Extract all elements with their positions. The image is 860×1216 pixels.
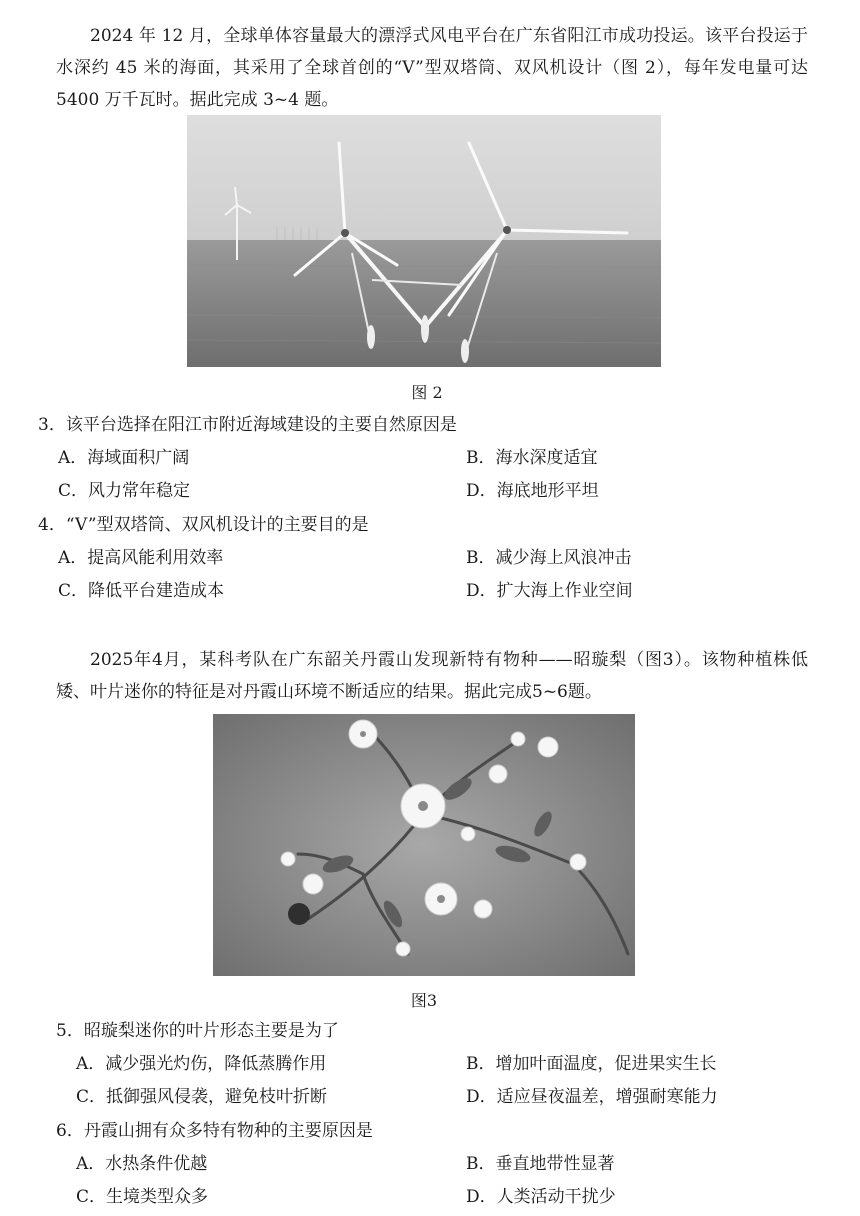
question-4-option-b: B．减少海上风浪冲击 [466, 548, 632, 568]
question-6-option-d: D．人类活动干扰少 [466, 1187, 616, 1207]
question-3-option-c: C．风力常年稳定 [58, 481, 191, 501]
passage-wind-platform-text: 2024 年 12 月，全球单体容量最大的漂浮式风电平台在广东省阳江市成功投运。该平台投运于水深约 45 米的海面，其采用了全球首创的“V”型双塔筒、双风机设计（图 2），每年发电量可达 5400 万千瓦时。据此完成 3~4 题。 [56, 26, 808, 110]
passage-new-species [56, 644, 808, 708]
question-3-option-a: A．海域面积广阔 [58, 448, 190, 468]
question-3-stem: 3．该平台选择在阳江市附近海域建设的主要自然原因是 [38, 415, 457, 435]
question-6-option-a: A．水热条件优越 [76, 1154, 208, 1174]
question-5-option-b: B．增加叶面温度，促进果实生长 [466, 1054, 717, 1074]
question-4-option-a: A．提高风能利用效率 [58, 548, 224, 568]
question-4-option-d: D．扩大海上作业空间 [466, 581, 633, 601]
question-3-option-d: D．海底地形平坦 [466, 481, 599, 501]
question-6-option-b: B．垂直地带性显著 [466, 1154, 615, 1174]
question-3-option-b: B．海水深度适宜 [466, 448, 598, 468]
figure-2-wind-platform-photo [187, 115, 661, 367]
question-5-option-a: A．减少强光灼伤，降低蒸腾作用 [76, 1054, 327, 1074]
figure-3-caption: 图3 [410, 991, 438, 1010]
figure-2-caption: 图 2 [411, 383, 443, 402]
question-5-option-c: C．抵御强风侵袭，避免枝叶折断 [76, 1087, 328, 1107]
question-4-stem: 4．“V”型双塔筒、双风机设计的主要目的是 [38, 515, 369, 535]
question-5-stem: 5．昭璇梨迷你的叶片形态主要是为了 [56, 1021, 339, 1041]
question-6-option-c: C．生境类型众多 [76, 1187, 209, 1207]
question-4-option-c: C．降低平台建造成本 [58, 581, 225, 601]
passage-new-species-text: 2025年4月，某科考队在广东韶关丹霞山发现新特有物种——昭璇梨（图3）。该物种植株低矮、叶片迷你的特征是对丹霞山环境不断适应的结果。据此完成5~6题。 [56, 650, 808, 702]
question-6-stem: 6．丹霞山拥有众多特有物种的主要原因是 [56, 1121, 373, 1141]
figure-3-blossom-photo [213, 714, 635, 976]
question-5-option-d: D．适应昼夜温差，增强耐寒能力 [466, 1087, 718, 1107]
passage-wind-platform [56, 20, 808, 116]
